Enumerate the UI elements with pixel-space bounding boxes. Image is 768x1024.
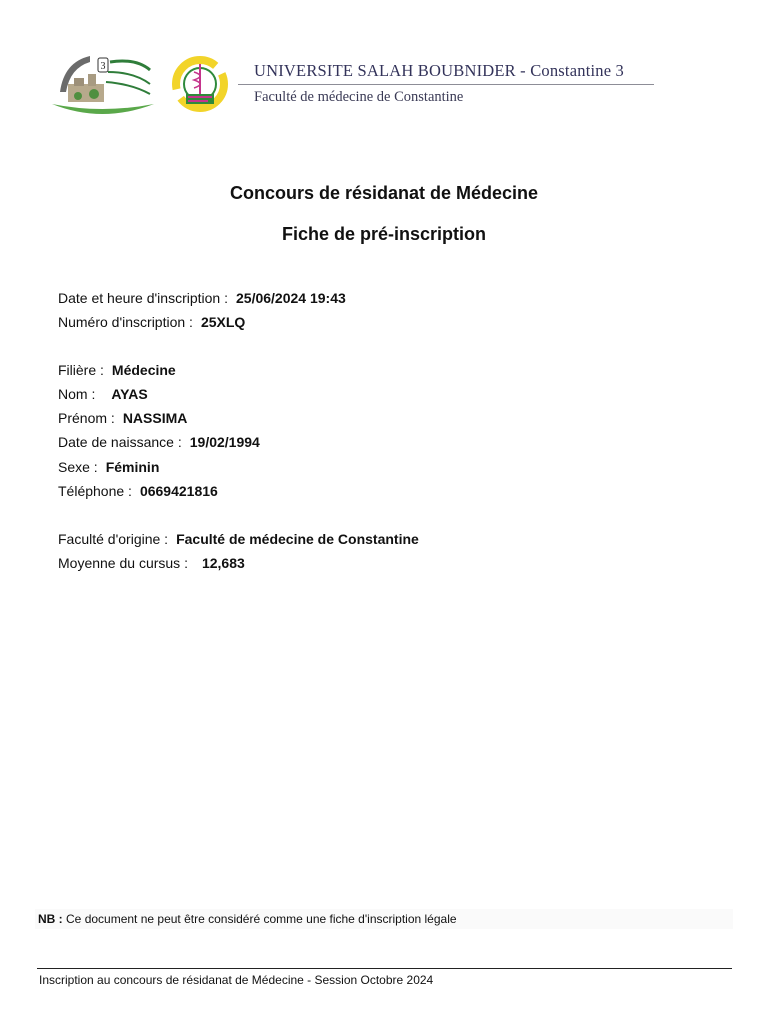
nb-label: NB : — [38, 912, 63, 926]
field-label: Date et heure d'inscription : — [58, 290, 228, 306]
university-name: UNIVERSITE SALAH BOUBNIDER - Constantine 3 — [254, 61, 625, 80]
field-nom — [58, 386, 148, 402]
nb-notice — [35, 909, 733, 929]
field-value: Faculté de médecine de Constantine — [176, 531, 419, 547]
field-telephone — [58, 483, 218, 499]
field-value: 25/06/2024 19:43 — [236, 290, 346, 306]
field-label: Date de naissance : — [58, 434, 182, 450]
field-value: Féminin — [105, 459, 160, 475]
faculty-name: Faculté de médecine de Constantine — [254, 89, 464, 105]
footer-text: Inscription au concours de résidanat de Médecine - Session Octobre 2024 — [39, 973, 434, 987]
footer-rule — [37, 968, 732, 969]
document-title: Concours de résidanat de Médecine — [229, 183, 539, 203]
field-value: 0669421816 — [139, 483, 218, 499]
field-value: 25XLQ — [200, 314, 246, 330]
field-filiere — [58, 362, 176, 378]
field-label: Filière : — [58, 362, 104, 378]
field-label: Sexe : — [58, 459, 98, 475]
field-numero-inscription — [58, 314, 245, 330]
field-faculte-origine — [58, 531, 419, 547]
field-label: Faculté d'origine : — [58, 531, 169, 547]
field-label: Prénom : — [58, 410, 115, 426]
field-value: Médecine — [111, 362, 176, 378]
university-logo — [46, 48, 158, 120]
faculty-logo — [164, 50, 236, 118]
field-moyenne-cursus — [58, 555, 245, 571]
field-prenom — [58, 410, 187, 426]
svg-text:3: 3 — [100, 61, 106, 72]
field-date-naissance — [58, 434, 260, 450]
field-label: Téléphone : — [58, 483, 132, 499]
field-value: 19/02/1994 — [189, 434, 260, 450]
field-date-inscription — [58, 290, 346, 306]
header-rule — [238, 84, 654, 85]
document-subtitle: Fiche de pré-inscription — [281, 224, 487, 244]
field-value: AYAS — [111, 386, 148, 402]
field-label: Numéro d'inscription : — [58, 314, 193, 330]
field-sexe — [58, 459, 159, 475]
field-value: NASSIMA — [122, 410, 188, 426]
field-value: 12,683 — [201, 555, 245, 571]
field-label: Nom : — [58, 386, 96, 402]
nb-text: Ce document ne peut être considéré comme une fiche d'inscription légale — [66, 912, 457, 926]
field-label: Moyenne du cursus : — [58, 555, 188, 571]
